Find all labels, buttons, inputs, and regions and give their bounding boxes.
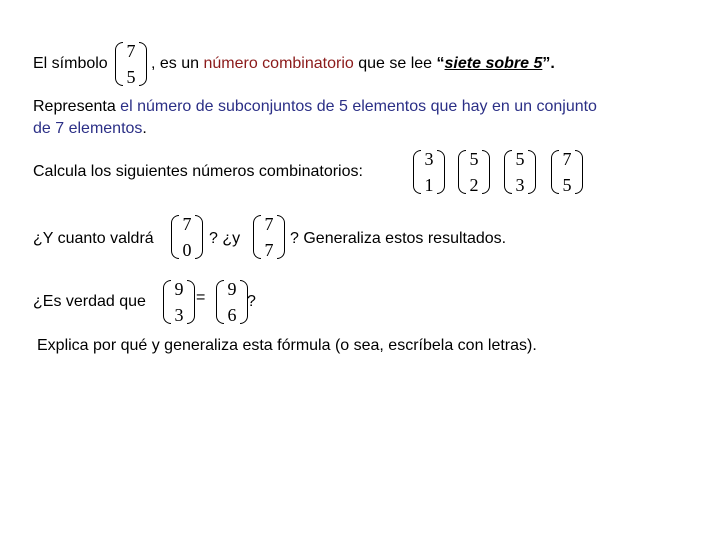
binomial-bottom: 0 (182, 240, 192, 260)
binomial-top: 7 (126, 41, 136, 61)
right-paren (187, 280, 195, 324)
left-paren (253, 215, 261, 259)
binomial-bottom: 3 (515, 175, 525, 195)
line-2-period: . (142, 120, 147, 137)
binomial-top: 3 (424, 149, 434, 169)
binomial-bottom: 5 (126, 67, 136, 87)
left-paren (163, 280, 171, 324)
binomial-top: 9 (227, 279, 237, 299)
line-1-reads: que se lee (358, 55, 433, 72)
left-paren (216, 280, 224, 324)
binomial-bottom: 6 (227, 305, 237, 325)
line-2-prefix: Representa (33, 98, 116, 115)
right-paren (482, 150, 490, 194)
binomial-bottom: 5 (562, 175, 572, 195)
right-paren (195, 215, 203, 259)
line-6-text: Explica por qué y generaliza esta fórmula (o sea, escríbela con letras). (37, 337, 537, 354)
binomial-top: 7 (182, 214, 192, 234)
line-2a (33, 98, 597, 116)
binomial-5-2 (458, 149, 490, 195)
line-4-prefix: ¿Y cuanto valdrá (33, 230, 154, 247)
left-paren (458, 150, 466, 194)
line-1-mid: , es un (151, 55, 200, 72)
binomial-9-6 (216, 279, 248, 325)
term-numero-combinatorio: número combinatorio (203, 55, 354, 72)
binomial-7-0 (171, 214, 203, 260)
binomial-top: 7 (562, 149, 572, 169)
binomial-bottom: 7 (264, 240, 274, 260)
left-paren (504, 150, 512, 194)
quoted-reading: siete sobre 5 (444, 55, 543, 72)
line-5-prefix: ¿Es verdad que (33, 293, 146, 310)
meaning-part-b: de 7 elementos (33, 120, 143, 137)
left-paren (115, 42, 123, 86)
line-3-text: Calcula los siguientes números combinatorios: (33, 163, 363, 180)
left-paren (551, 150, 559, 194)
line-2b (33, 120, 147, 138)
line-1-text (151, 55, 555, 73)
binomial-top: 7 (264, 214, 274, 234)
right-paren (139, 42, 147, 86)
binomial-7-7 (253, 214, 285, 260)
right-paren (575, 150, 583, 194)
right-paren (437, 150, 445, 194)
right-paren (528, 150, 536, 194)
binomial-5-3 (504, 149, 536, 195)
binomial-top: 9 (174, 279, 184, 299)
equals-sign: = (196, 289, 206, 306)
line-1-prefix: El símbolo (33, 55, 108, 72)
line-5-suffix: ? (247, 293, 256, 310)
binomial-7-5 (551, 149, 583, 195)
binomial-top: 5 (469, 149, 479, 169)
binomial-bottom: 2 (469, 175, 479, 195)
line-4-suffix: ? Generaliza estos resultados. (290, 230, 507, 247)
binomial-bottom: 1 (424, 175, 434, 195)
binomial-9-3 (163, 279, 195, 325)
binomial-top: 5 (515, 149, 525, 169)
quote-close: ”. (542, 55, 555, 72)
binomial-bottom: 3 (174, 305, 184, 325)
binomial-3-1 (413, 149, 445, 195)
binomial-symbol-7-5 (115, 41, 147, 87)
meaning-part-a: el número de subconjuntos de 5 elementos que hay en un conjunto (120, 98, 597, 115)
left-paren (171, 215, 179, 259)
left-paren (413, 150, 421, 194)
quote-open: “ (436, 55, 445, 72)
line-4-mid: ? ¿y (209, 230, 241, 247)
right-paren (277, 215, 285, 259)
